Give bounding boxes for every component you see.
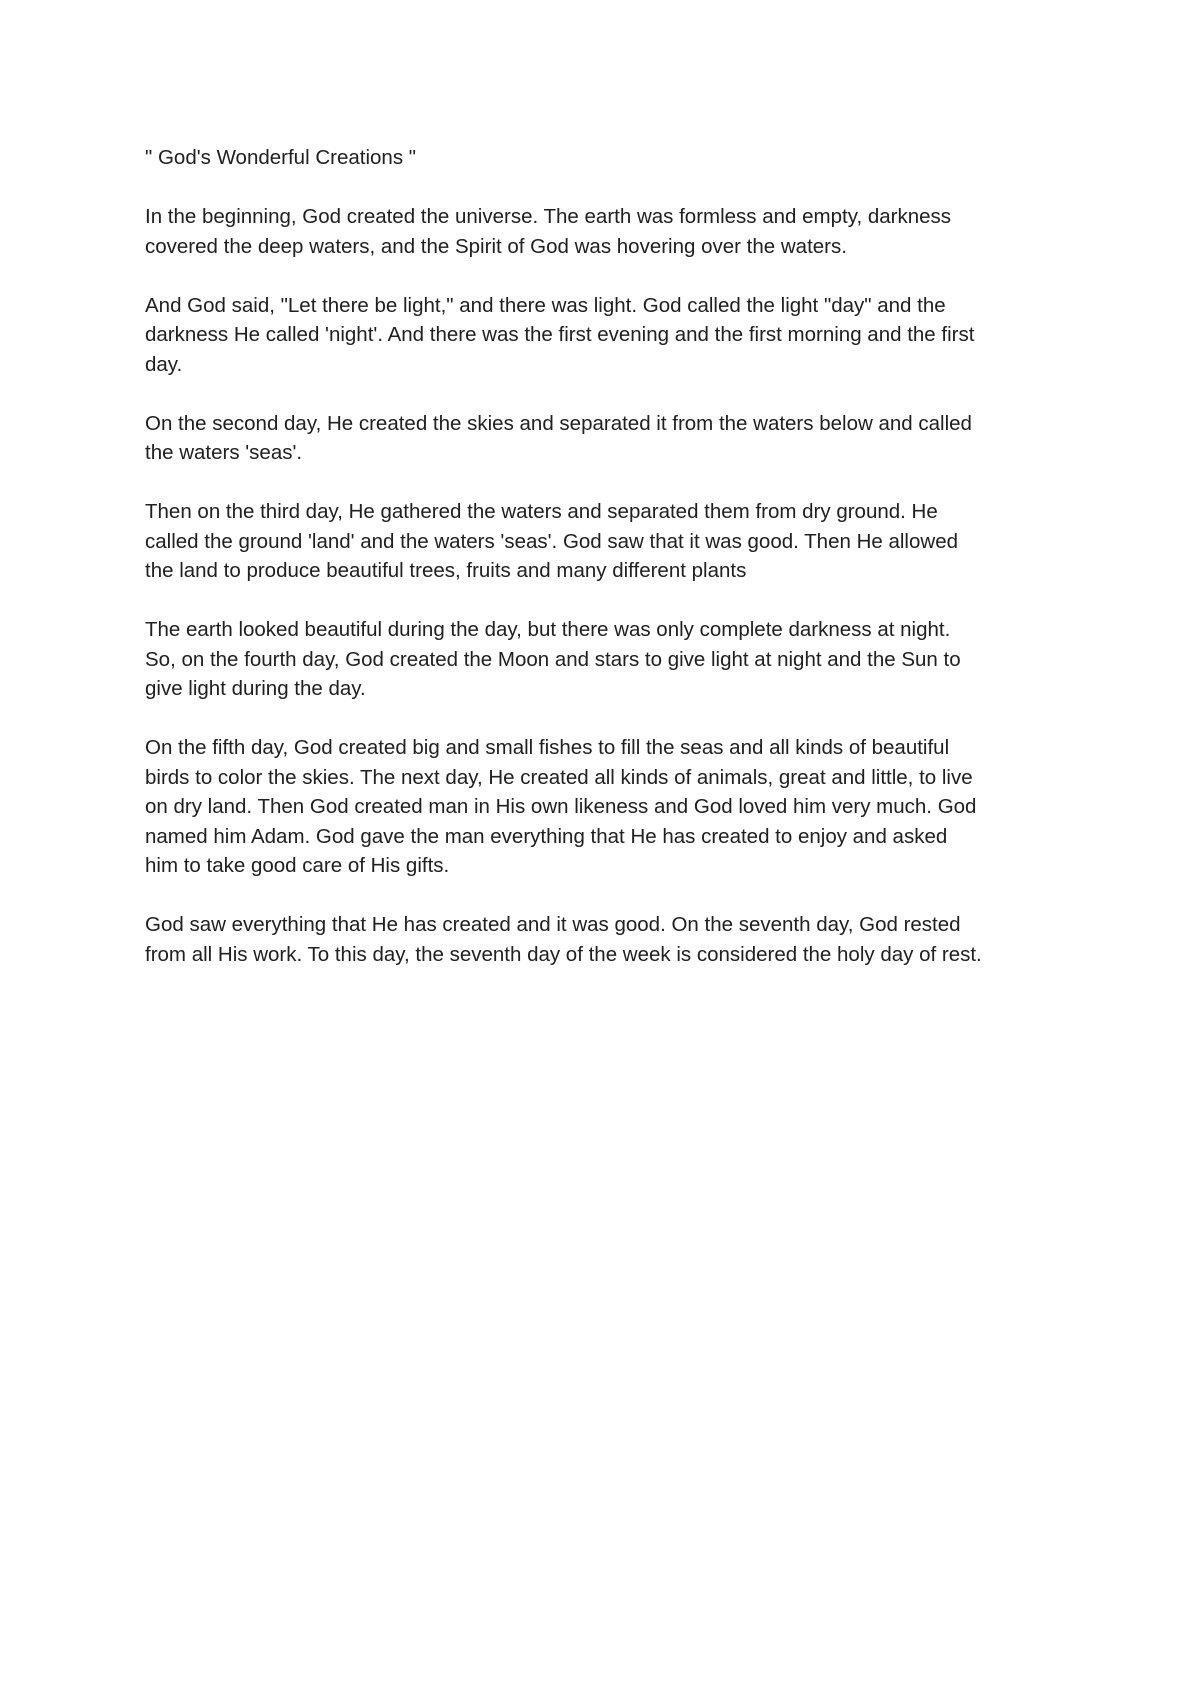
paragraph-third-day: Then on the third day, He gathered the waters and separated them from dry ground. He called the ground 'land' and the waters 'seas'. God saw that it was good. Then He allowed the land to produce beautiful trees, fruits and many different plants: [145, 500, 958, 582]
paragraph-first-day: And God said, "Let there be light," and there was light. God called the light "day" and the darkness He called 'night'. And there was the first evening and the first morning and the first day.: [145, 293, 975, 376]
paragraph-fifth-sixth-day: On the fifth day, God created big and small fishes to fill the seas and all kinds of beautiful birds to color the skies. The next day, He created all kinds of animals, great and little, to live on dry land. Then God created man in His own likeness and God loved him very much. God named him Adam. God gave the man everything that He has created to enjoy and asked him to take good care of His gifts.: [145, 736, 977, 877]
paragraph-seventh-day: God saw everything that He has created and it was good. On the seventh day, God rested from all His work. To this day, the seventh day of the week is considered the holy day of rest.: [145, 913, 982, 966]
document-body: [145, 143, 1065, 999]
paragraph-fourth-day: The earth looked beautiful during the day, but there was only complete darkness at night. So, on the fourth day, God created the Moon and stars to give light at night and the Sun to give light during the day.: [145, 618, 961, 700]
paragraph-second-day: On the second day, He created the skies and separated it from the waters below and called the waters 'seas'.: [145, 411, 972, 464]
document-title: " God's Wonderful Creations ": [145, 146, 417, 169]
paragraph-beginning: In the beginning, God created the universe. The earth was formless and empty, darkness covered the deep waters, and the Spirit of God was hovering over the waters.: [145, 205, 952, 258]
